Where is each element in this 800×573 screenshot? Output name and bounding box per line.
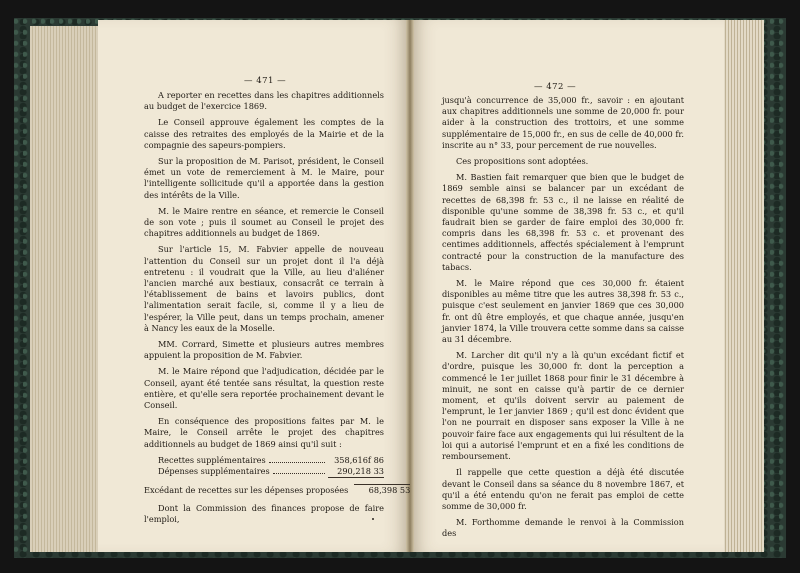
- expenses-label: Dépenses supplémentaires: [158, 466, 270, 477]
- page-speck: [372, 518, 374, 520]
- receipts-label: Recettes supplémentaires: [158, 454, 266, 465]
- surplus-label: Excédant de recettes sur les dépenses proposées: [144, 485, 349, 496]
- book-gutter: [406, 20, 414, 552]
- paragraph: M. le Maire rentre en séance, et remercie le Conseil de son vote ; puis il soumet au Conseil le projet des chapitres additionnels au budget de 1869.: [144, 205, 384, 239]
- expenses-amount: 290,218 33: [328, 466, 384, 478]
- left-page-text: [144, 90, 411, 530]
- surplus-amount: 68,398 53: [354, 484, 410, 496]
- left-page-number: — 471 —: [244, 76, 287, 86]
- paragraph: A reporter en recettes dans les chapitres additionnels au budget de l'exercice 1869.: [144, 90, 384, 112]
- paragraph: jusqu'à concurrence de 35,000 fr., savoir : en ajoutant aux chapitres additionnels une somme de 20,000 fr. pour aider à la construction des trottoirs, et une somme supplémentaire de 15,000 fr., en sus de celle de 40,000 fr. inscrite au n° 33, pour percement de rue nouvelles.: [442, 95, 684, 150]
- paragraph: Le Conseil approuve également les comptes de la caisse des retraites des employés de la Mairie et de la compagnie des sapeurs-pompiers.: [144, 117, 384, 150]
- right-page-text: [442, 95, 684, 545]
- paragraph: M. le Maire répond que ces 30,000 fr. étaient disponibles au même titre que les autres 38,398 fr. 53 c., puisque c'est seulement en janvier 1869 que ces 30,000 fr. ont dû être employés, et que chaque année, jusqu'en janvier 1874, la Ville trouvera cette somme dans sa caisse au 31 décembre.: [442, 278, 684, 345]
- paragraph: MM. Corrard, Simette et plusieurs autres membres appuient la proposition de M. Fabvier.: [144, 339, 384, 361]
- ledger-row-expenses: [158, 466, 384, 478]
- left-page-edges: [30, 26, 102, 552]
- right-page-number: — 472 —: [534, 82, 577, 92]
- ledger-row-surplus: [144, 484, 411, 496]
- leader-dots: [273, 473, 325, 474]
- paragraph: Il rappelle que cette question a déjà été discutée devant le Conseil dans sa séance du 8 novembre 1867, et qu'il a été entendu qu'on ne ferait pas emploi de cette somme de 30,000 fr.: [442, 467, 684, 511]
- paragraph: En conséquence des propositions faites par M. le Maire, le Conseil arrête le projet des chapitres additionnels au budget de 1869 ainsi qu'il suit :: [144, 416, 384, 449]
- paragraph: Sur l'article 15, M. Fabvier appelle de nouveau l'attention du Conseil sur un projet dont il l'a déjà entretenu : il voudrait que la Ville, au lieu d'aliéner l'ancien marché aux bestiaux, consacrât ce terrain à l'établissement de bains et lavoirs publics, dont l'alimentation serait facile, si, comme il y a lieu de l'espérer, la Ville peut, dans un temps prochain, amener à Nancy les eaux de la Moselle.: [144, 244, 384, 333]
- paragraph: M. Bastien fait remarquer que bien que le budget de 1869 semble ainsi se balancer par un excédant de recettes de 68,398 fr. 53 c., il ne laisse en réalité de disponible qu'une somme de 38,398 fr. 53 c., et qu'il faudrait bien se garder de faire emploi des 30,000 fr. compris dans les 68,398 fr. 53 c. et provenant des centimes additionnels, affectés spécialement à l'emprunt contracté pour la construction de la manufacture des tabacs.: [442, 172, 684, 272]
- paragraph: Ces propositions sont adoptées.: [456, 156, 589, 167]
- paragraph: Dont la Commission des finances propose de faire l'emploi,: [144, 502, 384, 524]
- ledger-row-receipts: [158, 455, 384, 466]
- leader-dots: [269, 462, 325, 463]
- paragraph: M. Larcher dit qu'il n'y a là qu'un excédant fictif et d'ordre, puisque les 30,000 fr. dont la perception a commencé le 1er juillet 1868 pour finir le 31 décembre à minuit, ne sont en caisse qu'à partir de ce dernier moment, et qu'ils doivent servir au paiement de l'emprunt, le 1er janvier 1869 ; qu'il est donc évident que l'on ne pourrait en disposer sans exposer la Ville à ne pouvoir faire face aux engagements qui lui résultent de la loi qui a autorisé l'emprunt et en a fixé les conditions de remboursement.: [442, 350, 684, 462]
- right-page-edges: [720, 20, 764, 552]
- paragraph: M. Forthomme demande le renvoi à la Commission des: [442, 517, 684, 539]
- budget-ledger: [158, 455, 384, 478]
- paragraph: Sur la proposition de M. Parisot, président, le Conseil émet un vote de remerciement à M. le Maire, pour l'intelligente sollicitude qu'il a apportée dans la gestion des intérêts de la Ville.: [144, 156, 384, 200]
- paragraph: M. le Maire répond que l'adjudication, décidée par le Conseil, ayant été tentée sans résultat, la question reste entière, et qu'elle sera reportée prochainement devant le Conseil.: [144, 366, 384, 411]
- receipts-amount: 358,616f 86: [334, 454, 384, 465]
